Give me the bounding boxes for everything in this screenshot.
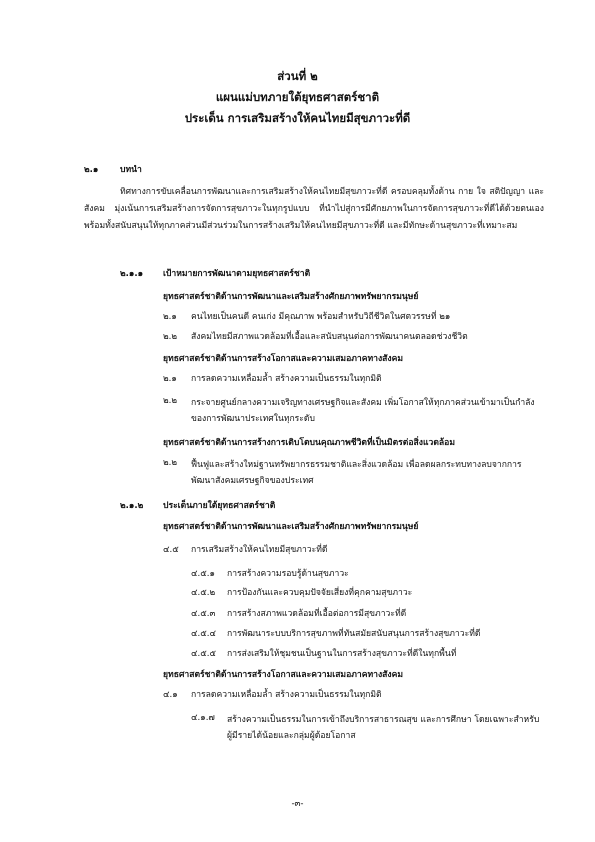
section-number: ๒.๑.๒	[120, 501, 144, 511]
section-title: ประเด็นภายใต้ยุทธศาสตร์ชาติ	[163, 501, 276, 511]
item-text: การเสริมสร้างให้คนไทยมีสุขภาวะที่ดี	[191, 545, 328, 555]
subitem-number: ๔.๕.๕	[191, 649, 216, 659]
plan-title: แผนแม่บทภายใต้ยุทธศาสตร์ชาติ	[215, 90, 380, 104]
strategy-heading: ยุทธศาสตร์ชาติด้านการพัฒนาและเสริมสร้างศักยภาพทรัพยากรมนุษย์	[163, 292, 419, 302]
title-block	[0, 66, 595, 129]
subitem-text: การพัฒนาระบบบริการสุขภาพที่ทันสมัยสนับสนุนการสร้างสุขภาวะที่ดี	[227, 629, 481, 639]
item-number: ๔.๑	[163, 690, 178, 700]
subitem-text: สร้างความเป็นธรรมในการเข้าถึงบริการสาธารณสุข และการศึกษา โดยเฉพาะสำหรับผู้มีรายได้น้อยและกลุ่มผู้ด้อยโอกาส	[227, 715, 540, 741]
subitem-text: การส่งเสริมให้ชุมชนเป็นฐานในการสร้างสุขภาวะที่ดีในทุกพื้นที่	[227, 649, 457, 659]
item-text: การลดความเหลื่อมล้ำ สร้างความเป็นธรรมในทุกมิติ	[191, 374, 382, 384]
subitem-text: การสร้างสภาพแวดล้อมที่เอื้อต่อการมีสุขภาวะที่ดี	[227, 609, 407, 619]
strategy-heading: ยุทธศาสตร์ชาติด้านการพัฒนาและเสริมสร้างศักยภาพทรัพยากรมนุษย์	[163, 522, 419, 532]
issue-title: ประเด็น การเสริมสร้างให้คนไทยมีสุขภาวะที่ดี	[184, 111, 411, 125]
item-number: ๒.๒	[163, 332, 178, 342]
subitem-number: ๔.๕.๑	[191, 569, 215, 579]
subitem-number: ๔.๕.๓	[191, 609, 216, 619]
strategy-heading: ยุทธศาสตร์ชาติด้านการสร้างโอกาสและความเสมอภาคทางสังคม	[163, 670, 404, 680]
item-text: กระจายศูนย์กลางความเจริญทางเศรษฐกิจและสังคม เพิ่มโอกาสให้ทุกภาคส่วนเข้ามาเป็นกำลังของการพัฒนาประเทศในทุกระดับ	[191, 398, 535, 424]
item-number: ๒.๑	[163, 312, 177, 322]
subitem-number: ๔.๑.๗	[191, 713, 215, 723]
item-number: ๒.๒	[163, 396, 178, 406]
strategy-heading: ยุทธศาสตร์ชาติด้านการสร้างการเติบโตบนคุณภาพชีวิตที่เป็นมิตรต่อสิ่งแวดล้อม	[163, 438, 455, 448]
subitem-text: การป้องกันและควบคุมปัจจัยเสี่ยงที่คุกคามสุขภาวะ	[227, 588, 413, 598]
intro-paragraph: ทิศทางการขับเคลื่อนการพัฒนาและการเสริมสร้างให้คนไทยมีสุขภาวะที่ดี ครอบคลุมทั้งด้าน กาย ใจ สติปัญญา และสังคม มุ่งเน้นการเสริมสร้างการจัดการสุขภาวะในทุกรูปแบบ ที่นำไปสู่การมีศักยภาพในการจัดการสุขภาวะที่ดีได้ด้วยตนเอง พร้อมทั้งสนับสนุนให้ทุกภาคส่วนมีส่วนร่วมในการสร้างเสริมให้คนไทยมีสุขภาวะที่ดี และมีทักษะด้านสุขภาวะที่เหมาะสม	[84, 187, 544, 231]
strategy-heading: ยุทธศาสตร์ชาติด้านการสร้างโอกาสและความเสมอภาคทางสังคม	[163, 354, 404, 364]
section-number: ๒.๑.๑	[120, 269, 144, 279]
item-text: คนไทยเป็นคนดี คนเก่ง มีคุณภาพ พร้อมสำหรับวิถีชีวิตในศตวรรษที่ ๒๑	[191, 312, 451, 322]
page-number: -๓-	[291, 799, 304, 809]
item-number: ๔.๕	[163, 545, 179, 555]
item-text: ฟื้นฟูและสร้างใหม่ฐานทรัพยากรธรรมชาติและสิ่งแวดล้อม เพื่อลดผลกระทบทางลบจากการพัฒนาสังคมเศรษฐกิจของประเทศ	[191, 460, 522, 486]
subitem-text: การสร้างความรอบรู้ด้านสุขภาวะ	[227, 569, 349, 579]
item-text: การลดความเหลื่อมล้ำ สร้างความเป็นธรรมในทุกมิติ	[191, 690, 382, 700]
part-title: ส่วนที่ ๒	[277, 69, 318, 83]
item-number: ๒.๑	[163, 374, 177, 384]
subitem-number: ๔.๕.๒	[191, 588, 216, 598]
section-number: ๒.๑	[84, 165, 99, 175]
item-number: ๒.๒	[163, 458, 178, 468]
subitem-number: ๔.๕.๔	[191, 629, 216, 639]
section-title: เป้าหมายการพัฒนาตามยุทธศาสตร์ชาติ	[163, 269, 311, 279]
section-title: บทนำ	[120, 165, 142, 175]
item-text: สังคมไทยมีสภาพแวดล้อมที่เอื้อและสนับสนุนต่อการพัฒนาคนตลอดช่วงชีวิต	[191, 332, 468, 342]
